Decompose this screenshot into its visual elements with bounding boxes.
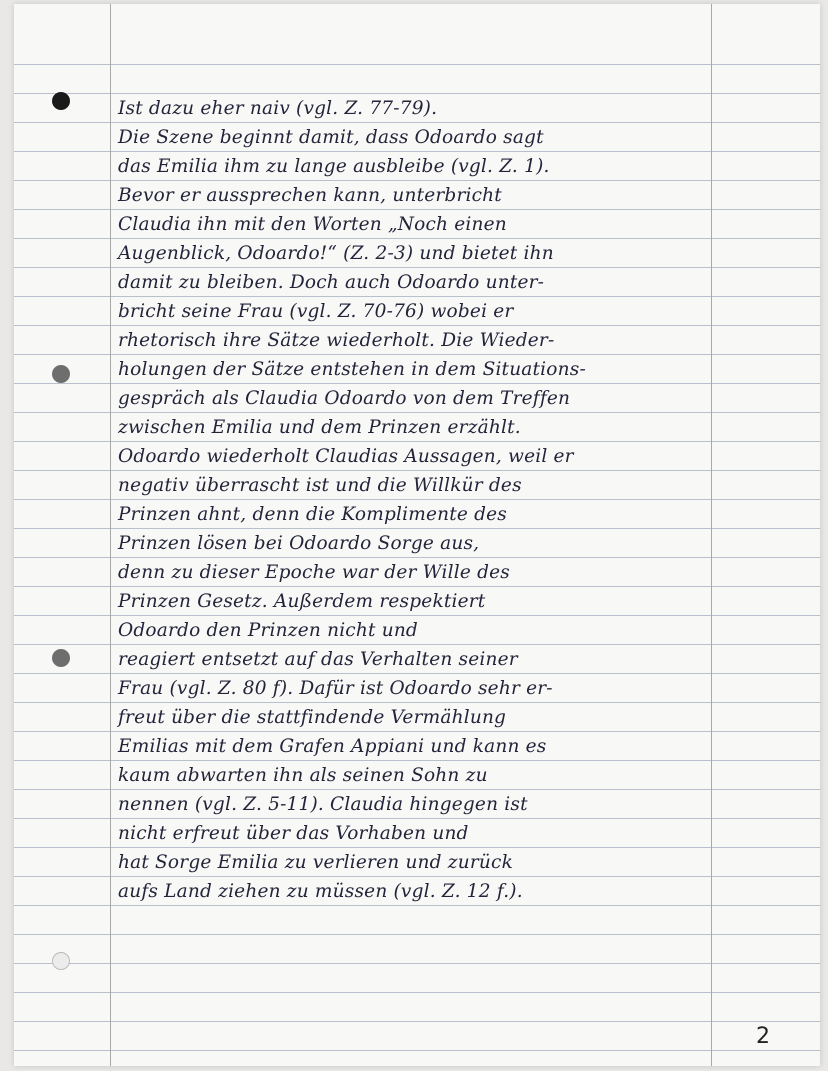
right-margin-line [711, 4, 712, 1066]
text-line: Die Szene beginnt damit, dass Odoardo sagt [118, 127, 544, 148]
ruled-line [14, 64, 820, 65]
left-margin-line [110, 4, 111, 1066]
text-line: zwischen Emilia und dem Prinzen erzählt. [118, 417, 521, 438]
text-line: Claudia ihn mit den Worten „Noch einen [118, 214, 507, 235]
text-line: freut über die stattfindende Vermählung [118, 707, 507, 728]
text-line: Prinzen ahnt, denn die Komplimente des [118, 504, 507, 525]
notebook-page [14, 4, 820, 1066]
text-line: Odoardo den Prinzen nicht und [118, 620, 418, 641]
text-line: Emilias mit dem Grafen Appiani und kann es [118, 736, 547, 757]
text-line: Prinzen lösen bei Odoardo Sorge aus, [118, 533, 480, 554]
text-line: Ist dazu eher naiv (vgl. Z. 77-79). [118, 98, 438, 119]
punch-hole-icon [52, 365, 70, 383]
text-line: gespräch als Claudia Odoardo von dem Treffen [118, 388, 571, 409]
text-line: Frau (vgl. Z. 80 f). Dafür ist Odoardo sehr er- [118, 678, 553, 699]
ruled-line [14, 992, 820, 993]
page-number: 2 [756, 1024, 770, 1049]
text-line: Augenblick, Odoardo!“ (Z. 2-3) und bietet ihn [118, 243, 554, 264]
text-line: holungen der Sätze entstehen in dem Situations- [118, 359, 586, 380]
ruled-line [14, 963, 820, 964]
punch-hole-icon [52, 649, 70, 667]
text-line: nennen (vgl. Z. 5-11). Claudia hingegen ist [118, 794, 528, 815]
text-line: aufs Land ziehen zu müssen (vgl. Z. 12 f.). [118, 881, 523, 902]
text-line: hat Sorge Emilia zu verlieren und zurück [118, 852, 513, 873]
text-line: Odoardo wiederholt Claudias Aussagen, weil er [118, 446, 574, 467]
ruled-line [14, 1021, 820, 1022]
text-line: negativ überrascht ist und die Willkür des [118, 475, 522, 496]
text-line: nicht erfreut über das Vorhaben und [118, 823, 469, 844]
text-line: rhetorisch ihre Sätze wiederholt. Die Wieder- [118, 330, 555, 351]
text-line: kaum abwarten ihn als seinen Sohn zu [118, 765, 488, 786]
text-line: Prinzen Gesetz. Außerdem respektiert [118, 591, 486, 612]
text-line: das Emilia ihm zu lange ausbleibe (vgl. Z. 1). [118, 156, 550, 177]
ruled-line [14, 934, 820, 935]
punch-hole-icon [52, 952, 70, 970]
text-line: reagiert entsetzt auf das Verhalten seiner [118, 649, 518, 670]
text-line: Bevor er aussprechen kann, unterbricht [118, 185, 502, 206]
text-line: denn zu dieser Epoche war der Wille des [118, 562, 510, 583]
punch-hole-icon [52, 92, 70, 110]
text-line: damit zu bleiben. Doch auch Odoardo unter- [118, 272, 545, 293]
ruled-line [14, 1050, 820, 1051]
text-line: bricht seine Frau (vgl. Z. 70-76) wobei er [118, 301, 514, 322]
